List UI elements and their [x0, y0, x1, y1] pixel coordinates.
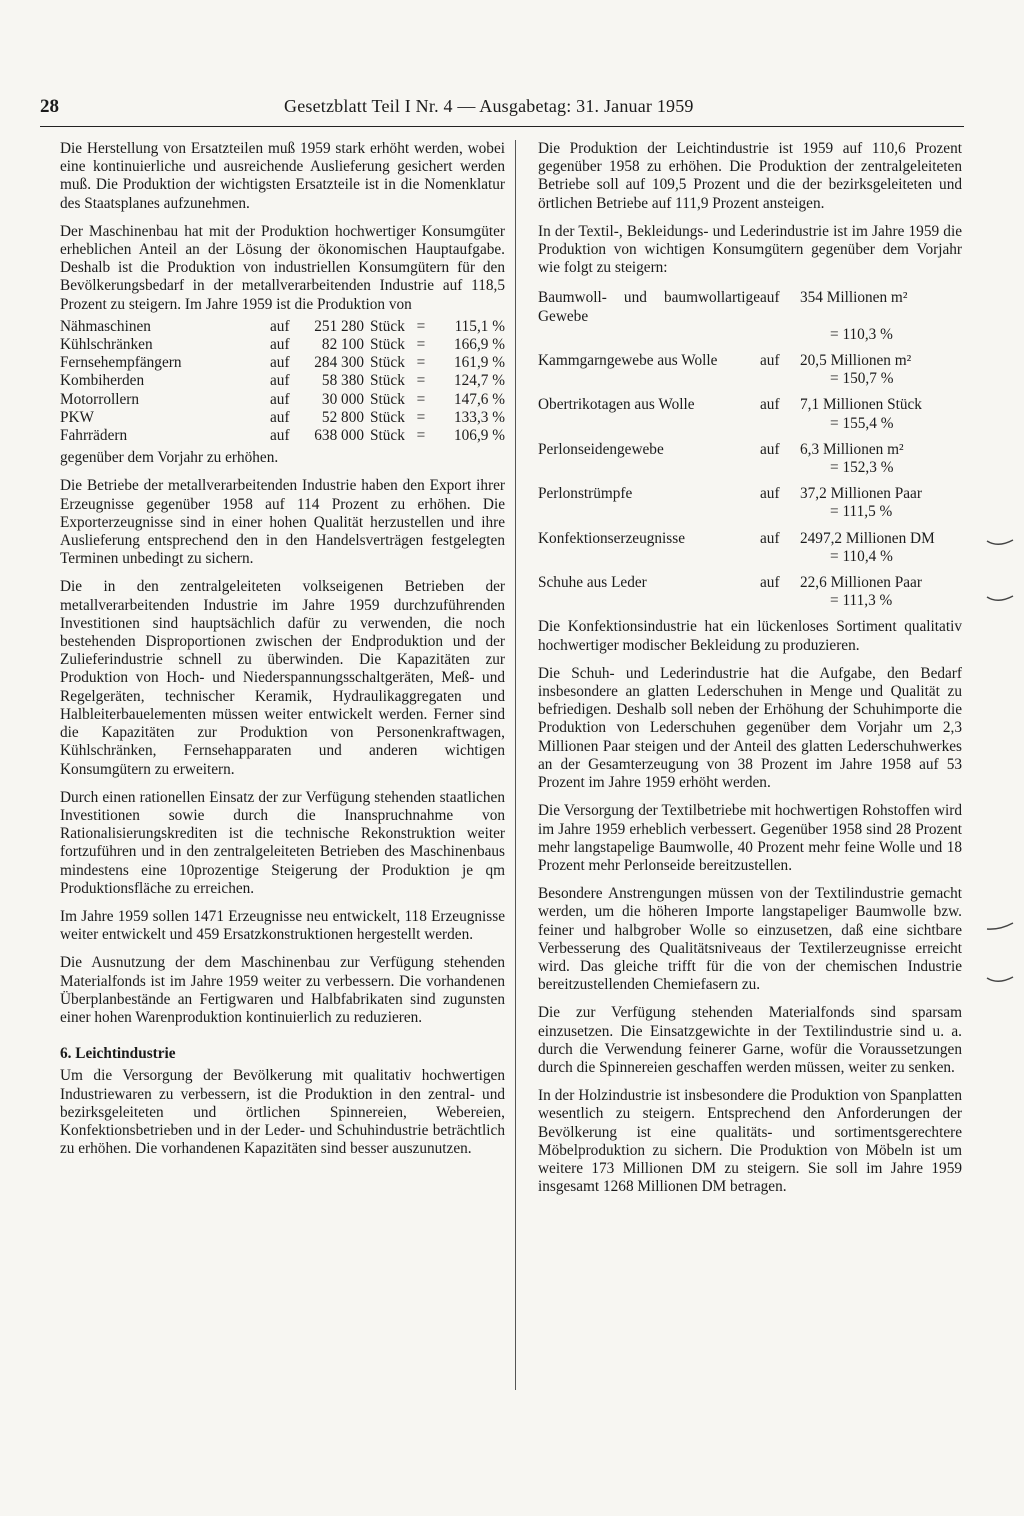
- list-item: [538, 485, 962, 521]
- auf-label: auf: [760, 485, 780, 503]
- list-item: [538, 289, 962, 344]
- percentage: = 110,3 %: [830, 325, 893, 343]
- page-header: [40, 96, 964, 127]
- header-title: Gesetzblatt Teil I Nr. 4 — Ausgabetag: 31. Januar 1959: [284, 96, 694, 116]
- product-name: Kammgarngewebe aus Wolle: [538, 352, 718, 370]
- quantity: 82 100: [321, 336, 364, 354]
- unit-label: Stück: [370, 390, 405, 408]
- equals-sign: =: [416, 408, 426, 426]
- percentage: 115,1 %: [454, 317, 505, 335]
- quantity: 7,1 Millionen Stück: [800, 396, 922, 414]
- list-item: [538, 352, 962, 388]
- paragraph: In der Textil-, Bekleidungs- und Lederindustrie ist im Jahre 1959 die Produktion von wichtigen Konsumgütern gegenüber dem Vorjahr wie folgt zu steigern:: [538, 222, 962, 277]
- margin-mark-icon: [986, 975, 1014, 985]
- percentage: = 150,7 %: [830, 370, 894, 388]
- quantity: 30 000: [321, 390, 364, 408]
- equals-sign: =: [416, 336, 426, 354]
- unit-label: Stück: [370, 336, 405, 354]
- quantity: 638 000: [314, 427, 364, 445]
- list-item: [538, 396, 962, 432]
- equals-sign: =: [416, 390, 426, 408]
- percentage: 161,9 %: [454, 354, 505, 372]
- paragraph: Die Herstellung von Ersatzteilen muß 1959 stark erhöht werden, wobei eine kontinuierliche und ausreichende Auslieferung gesichert werden muß. Die Produktion der wichtigsten Ersatzteile ist in die Nomenklatur des Staatsplanes aufzunehmen.: [60, 140, 505, 212]
- equals-sign: =: [416, 372, 426, 390]
- column-divider: [515, 140, 516, 1390]
- product-name: Fernsehempfängern: [60, 354, 182, 372]
- product-name: Schuhe aus Leder: [538, 574, 647, 592]
- product-name: PKW: [60, 408, 94, 426]
- percentage: = 110,4 %: [830, 547, 893, 565]
- quantity: 2497,2 Millionen DM: [800, 529, 935, 547]
- percentage: 106,9 %: [454, 427, 505, 445]
- consumer-goods-table: [60, 318, 505, 445]
- margin-mark-icon: [986, 538, 1014, 548]
- paragraph: Durch einen rationellen Einsatz der zur Verfügung stehenden staatlichen Investitionen sowie durch die Inanspruchnahme von Rationalisierungskrediten ist die technische Rekonstruktion weiter fortzuführen und in den zentralgeleiteten Betrieben des Maschinenbaus mindestens eine 10prozentige Steigerung der Produktion je qm Produktionsfläche zu erreichen.: [60, 788, 505, 897]
- quantity: 20,5 Millionen m²: [800, 352, 912, 370]
- unit-label: Stück: [370, 372, 405, 390]
- percentage: = 111,3 %: [830, 592, 893, 610]
- paragraph: Die in den zentralgeleiteten volkseigenen Betrieben der metallverarbeitenden Industrie im Jahre 1959 durchzuführenden Investitionen sind hauptsächlich dafür zu verwenden, die noch bestehenden Disproportionen zwischen der Endproduktion und der Zulieferindustrie schnell zu überwinden. Die Kapazitäten zur Produktion von Hoch- und Niederspannungsschaltgeräten, Meß- und Regelgeräten, technischer Keramik, Hydraulikaggregaten und Halbleiterbauelementen müssen weiter entwickelt werden. Ferner sind die Kapazitäten zur Produktion von Personenkraftwagen, Kühlschränken, Fernsehapparaten und anderen wichtigen Konsumgütern zu erweitern.: [60, 578, 505, 778]
- unit-label: Stück: [370, 317, 405, 335]
- percentage: = 111,5 %: [830, 503, 893, 521]
- paragraph: Die Konfektionsindustrie hat ein lückenloses Sortiment qualitativ hochwertiger modischer Bekleidung zu produzieren.: [538, 618, 962, 654]
- list-item: [538, 530, 962, 566]
- product-name: Fahrrädern: [60, 427, 128, 445]
- equals-sign: =: [416, 427, 426, 445]
- paragraph: Um die Versorgung der Bevölkerung mit qualitativ hochwertigen Industriewaren zu verbessern, ist die Produktion in den zentral- und bezirksgeleiteten und örtlichen Spinnereien, Webereien, Konfektionsbetrieben und in der Leder- und Schuhindustrie beträchtlich zu erhöhen. Die vorhandenen Kapazitäten sind besser auszunutzen.: [60, 1067, 505, 1158]
- equals-sign: =: [416, 317, 426, 335]
- auf-label: auf: [270, 317, 290, 335]
- product-name: Konfektionserzeugnisse: [538, 529, 685, 547]
- percentage: = 155,4 %: [830, 414, 894, 432]
- auf-label: auf: [760, 396, 780, 414]
- paragraph: Die Schuh- und Lederindustrie hat die Aufgabe, den Bedarf insbesondere an glatten Lederschuhen in Menge und Qualität zu befriedigen. Deshalb soll neben der Erhöhung der Schuhimporte die Produktion von Lederschuhen gegenüber dem Vorjahr um 2,3 Millionen Paar steigen und der Anteil des glatten Lederschuhwerkes an der Gesamterzeugung von 38 Prozent im Jahre 1958 auf 53 Prozent im Jahre 1959 erhöht werden.: [538, 664, 962, 792]
- list-item: [538, 574, 962, 610]
- auf-label: auf: [760, 529, 780, 547]
- product-name: Obertrikotagen aus Wolle: [538, 396, 695, 414]
- paragraph: Die Betriebe der metallverarbeitenden Industrie haben den Export ihrer Erzeugnisse gegenüber 1958 auf 114 Prozent zu erhöhen. Die Exporterzeugnisse sind in einer hohen Qualität herzustellen und ihre Auslieferung entsprechend den in den Handelsverträgen festgelegten Terminen unbedingt zu sichern.: [60, 477, 505, 568]
- auf-label: auf: [760, 289, 780, 307]
- quantity: 6,3 Millionen m²: [800, 440, 904, 458]
- quantity: 354 Millionen m²: [800, 289, 908, 307]
- paragraph: gegenüber dem Vorjahr zu erhöhen.: [60, 449, 279, 467]
- auf-label: auf: [270, 336, 290, 354]
- auf-label: auf: [270, 390, 290, 408]
- product-name: Kombiherden: [60, 372, 145, 390]
- product-name: Baumwoll- und baumwollartige Gewebe: [538, 289, 760, 325]
- product-name: Perlonseidengewebe: [538, 440, 664, 458]
- margin-mark-icon: [986, 594, 1014, 604]
- quantity: 58 380: [321, 372, 364, 390]
- percentage: 147,6 %: [454, 390, 505, 408]
- quantity: 37,2 Millionen Paar: [800, 485, 922, 503]
- product-name: Motorrollern: [60, 390, 140, 408]
- unit-label: Stück: [370, 427, 405, 445]
- page-number: 28: [40, 96, 59, 117]
- table-row: [60, 336, 505, 354]
- table-row: [60, 318, 505, 336]
- table-row: [60, 391, 505, 409]
- product-name: Kühlschränken: [60, 336, 153, 354]
- table-row: [60, 409, 505, 427]
- quantity: 52 800: [321, 408, 364, 426]
- paragraph: Besondere Anstrengungen müssen von der Textilindustrie gemacht werden, um die höheren Importe langstapeliger Baumwolle bzw. feiner und halbgrober Wolle so einzusetzen, daß eine sichtbare Verbesserung des Qualitätsniveaus der Textilerzeugnisse erreicht wird. Das gleiche trifft für die von der chemischen Industrie bereitzustellenden Chemiefasern zu.: [538, 885, 962, 994]
- auf-label: auf: [270, 408, 290, 426]
- list-item: [538, 441, 962, 477]
- auf-label: auf: [760, 352, 780, 370]
- paragraph: Im Jahre 1959 sollen 1471 Erzeugnisse neu entwickelt, 118 Erzeugnisse weiter entwickelt und 459 Ersatzkonstruktionen hergestellt werden.: [60, 907, 505, 944]
- auf-label: auf: [270, 427, 290, 445]
- product-name: Perlonstrümpfe: [538, 485, 633, 503]
- margin-mark-icon: [986, 922, 1014, 932]
- section-heading: 6. Leichtindustrie: [60, 1045, 176, 1063]
- table-row: [60, 427, 505, 445]
- paragraph: Der Maschinenbau hat mit der Produktion hochwertiger Konsumgüter erheblichen Anteil an der Lösung der ökonomischen Hauptaufgabe. Deshalb ist die Produktion von industriellen Konsumgütern für den Bevölkerungsbedarf in der metallverarbeitenden Industrie auf 118,5 Prozent zu steigern. Im Jahre 1959 ist die Produktion von: [60, 222, 505, 313]
- auf-label: auf: [270, 354, 290, 372]
- quantity: 284 300: [314, 354, 364, 372]
- percentage: 166,9 %: [454, 336, 505, 354]
- unit-label: Stück: [370, 354, 405, 372]
- table-row: [60, 354, 505, 372]
- paragraph: In der Holzindustrie ist insbesondere die Produktion von Spanplatten wesentlich zu steigern. Entsprechend den Anforderungen der Bevölkerung ist eine qualitäts- und sortimentsgerechtere Möbelproduktion zu sichern. Die Produktion von Möbeln ist um weitere 173 Millionen DM zu steigern. Sie soll im Jahre 1959 insgesamt 1268 Millionen DM betragen.: [538, 1087, 962, 1196]
- unit-label: Stück: [370, 408, 405, 426]
- paragraph: Die Ausnutzung der dem Maschinenbau zur Verfügung stehenden Materialfonds ist im Jahre 1959 weiter zu verbessern. Die vorhandenen Überplanbestände an Fertigwaren und Halbfabrikaten sind zugunsten einer hohen Warenproduktion kontinuierlich zu reduzieren.: [60, 954, 505, 1026]
- paragraph: Die Versorgung der Textilbetriebe mit hochwertigen Rohstoffen wird im Jahre 1959 erheblich verbessert. Gegenüber 1958 sind 28 Prozent mehr langstapelige Baumwolle, 40 Prozent mehr feine Wolle und 18 Prozent mehr Perlonseide bereitzustellen.: [538, 802, 962, 874]
- quantity: 251 280: [314, 317, 364, 335]
- auf-label: auf: [760, 440, 780, 458]
- equals-sign: =: [416, 354, 426, 372]
- paragraph: Die zur Verfügung stehenden Materialfonds sind sparsam einzusetzen. Die Einsatzgewichte in der Textilindustrie sind u. a. durch die Verwendung feinerer Garne, wofür die Voraussetzungen durch die Spinnereien geschaffen werden müssen, weiter zu senken.: [538, 1004, 962, 1076]
- table-row: [60, 372, 505, 390]
- quantity: 22,6 Millionen Paar: [800, 574, 922, 592]
- left-column: [60, 140, 505, 1168]
- percentage: = 152,3 %: [830, 459, 894, 477]
- paragraph: Die Produktion der Leichtindustrie ist 1959 auf 110,6 Prozent gegenüber 1958 zu erhöhen. Die Produktion der zentralgeleiteten Betriebe soll auf 109,5 Prozent und die der bezirksgeleiteten und örtlichen Betriebe auf 111,9 Prozent ansteigen.: [538, 140, 962, 212]
- right-column: [538, 140, 962, 1206]
- percentage: 124,7 %: [454, 372, 505, 390]
- auf-label: auf: [270, 372, 290, 390]
- product-name: Nähmaschinen: [60, 317, 151, 335]
- percentage: 133,3 %: [454, 408, 505, 426]
- auf-label: auf: [760, 574, 780, 592]
- textile-products-list: [538, 289, 962, 610]
